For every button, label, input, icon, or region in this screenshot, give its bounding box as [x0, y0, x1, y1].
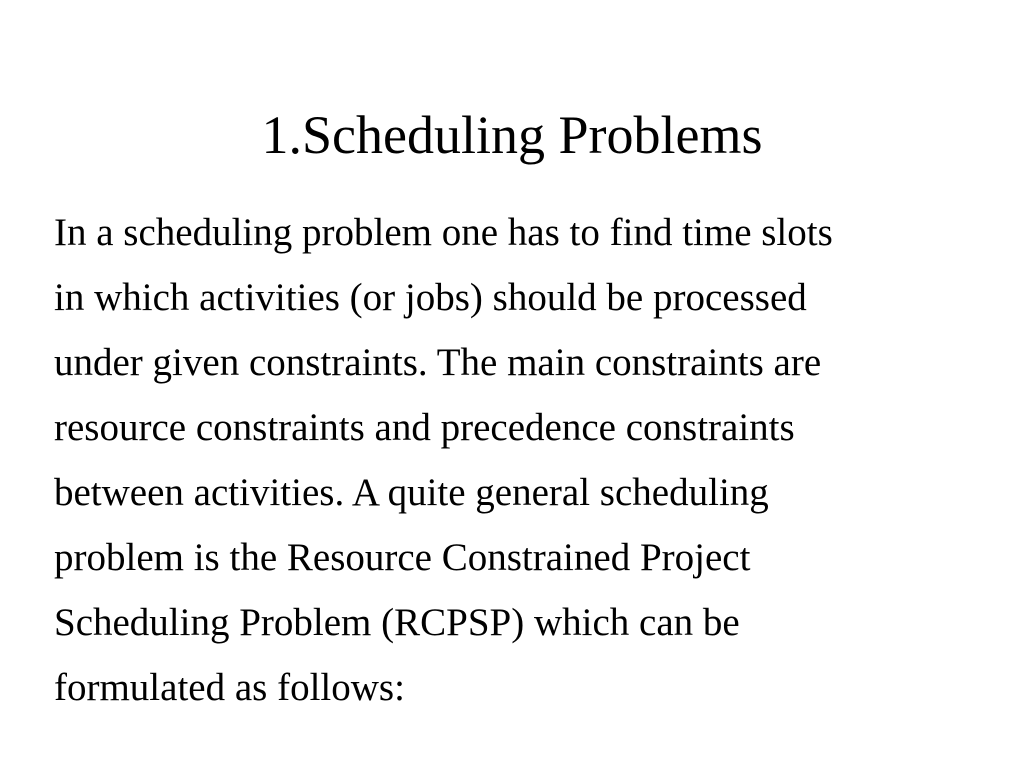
body-line: resource constraints and precedence constraints	[54, 406, 795, 449]
body-line: In a scheduling problem one has to find time slots	[54, 211, 833, 254]
body-line: Scheduling Problem (RCPSP) which can be	[54, 601, 740, 644]
body-line: problem is the Resource Constrained Project	[54, 536, 751, 579]
body-line: between activities. A quite general scheduling	[54, 471, 769, 514]
body-line: in which activities (or jobs) should be processed	[54, 276, 807, 319]
body-line: under given constraints. The main constraints are	[54, 341, 822, 384]
slide-body	[54, 200, 994, 720]
body-line: formulated as follows:	[54, 666, 405, 709]
slide-title: 1.Scheduling Problems	[261, 105, 763, 165]
